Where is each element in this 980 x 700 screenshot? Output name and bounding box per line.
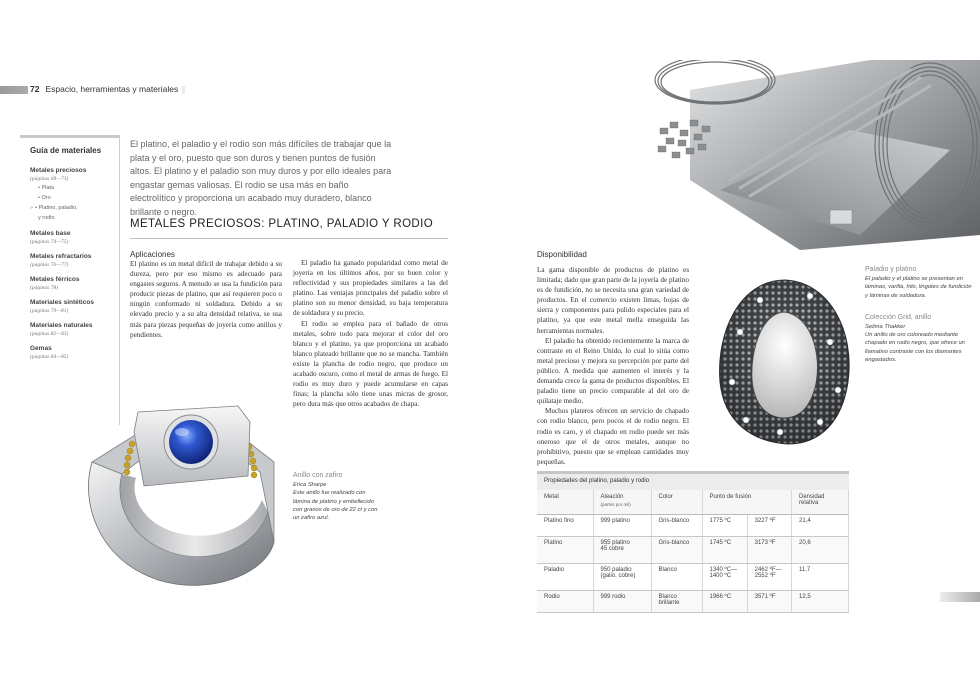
cell-alloy-line2: (galio, cobre) — [600, 572, 636, 579]
sidebar-item-pages: (páginas 76—77) — [30, 262, 69, 268]
paragraph: El platino es un metal difícil de trabajar debido a su dureza, pero por eso mismo es adecuado para engastes seguros. A menudo se usa la fundición para producir piezas de platino, que así requieren poco o ningún conformado ni soldadura. Debido a su elevado precio y a su alta densidad relativa, se usa más para piezas pequeñas de joyería como anillos y pendientes. — [130, 260, 282, 339]
paragraph: El rodio se emplea para el bañado de otros metales, sobre todo para mejorar el color del oro blanco y el platino, ya que proporciona un acabado blanco plateado brillante que no se mancha. También existe la plancha de rodio negro, que produce un acabado oscuro, como el metal de armas de fuego. El rodio es muy duro y puede acumularse en capas finas; la plancha sólo tiene unas micras de grosor, pero dura más que otros acabados de chapa. — [293, 319, 448, 409]
grid-ring-caption — [865, 314, 975, 364]
applications-text — [130, 259, 282, 340]
page-number: 72 — [30, 84, 40, 94]
table-header-row — [537, 490, 849, 514]
sidebar-item-title: Metales férricos — [30, 276, 80, 283]
cell-alloy — [593, 563, 651, 590]
sidebar-item-ferrous-metals[interactable] — [30, 276, 119, 292]
availability-text — [537, 265, 689, 467]
cell-melting-c: 1775 ºC — [702, 514, 747, 536]
cell-melting-c: 1966 ºC — [702, 590, 747, 612]
sidebar-item-title: Metales base — [30, 230, 71, 237]
cell-melting-f: 2462 ºF—2552 ºF — [747, 563, 791, 590]
col-header-label: Aleación — [600, 494, 624, 500]
col-header-sub: (partes por mil) — [600, 502, 631, 507]
sidebar-sub-silver[interactable]: • Plata — [38, 185, 54, 191]
cell-density: 12,5 — [792, 590, 849, 612]
sidebar-sub-label: • Platino, paladio, — [35, 205, 78, 211]
sidebar-heading: Guía de materiales — [30, 146, 102, 155]
cell-alloy: 999 rodio — [593, 590, 651, 612]
availability-heading: Disponibilidad — [537, 250, 587, 259]
footer-bar — [940, 592, 980, 602]
cell-color: Gris-blanco — [651, 514, 702, 536]
photo-captions — [865, 266, 975, 364]
sidebar-item-pages: (páginas 74—75) — [30, 239, 69, 245]
sidebar-item-pages: (páginas 78) — [30, 285, 58, 291]
cell-alloy-line1: 950 paladio — [600, 566, 632, 573]
palladium-caption — [865, 266, 975, 300]
section-heading: METALES PRECIOSOS: PLATINO, PALADIO Y RODIO — [130, 218, 434, 230]
table-row — [537, 536, 849, 563]
cell-alloy-line2: 45 cobre — [600, 545, 624, 552]
cell-alloy: 999 platino — [593, 514, 651, 536]
cell-metal: Paladio — [537, 563, 593, 590]
paragraph: La gama disponible de productos de platino es limitada; dado que gran parte de la joyería de platino es de fundición, no se necesita una gran variedad de productos. En el comercio existen limas, hojas de sierra y componentes para pulido especiales para el platino, ya que este metal mella enseguida las herramientas normales. — [537, 266, 689, 335]
sidebar-sub-platinum[interactable] — [30, 203, 119, 213]
ring-caption — [293, 472, 383, 522]
sidebar-item-pages: (páginas 68—73) — [30, 176, 69, 182]
running-header — [28, 84, 182, 94]
grid-collection-ring-image — [710, 272, 860, 452]
cell-melting-c: 1340 ºC—1400 ºC — [702, 563, 747, 590]
intro-paragraph: El platino, el paladio y el rodio son más difíciles de trabajar que la plata y el oro, puesto que son duros y tienen puntos de fusión altos. El platino y el paladio son muy duros y por ello ideales para engastar gemas valiosas. El rodio se usa más en baño electrolítico y proporciona un acabado muy duradero, blanco brillante o negro. — [130, 139, 392, 217]
caption-title: Paladio y platino — [865, 266, 917, 273]
cell-color: Blanco — [651, 563, 702, 590]
caption-title: Anillo con zafiro — [293, 472, 343, 479]
table-row — [537, 590, 849, 612]
cell-color: Gris-blanco — [651, 536, 702, 563]
sidebar-item-title: Materiales naturales — [30, 322, 93, 329]
section-divider — [130, 238, 448, 239]
sidebar-item-pages: (páginas 82—83) — [30, 331, 69, 337]
cell-color: Blanco brillante — [651, 590, 702, 612]
cell-melting-f: 3571 ºF — [747, 590, 791, 612]
sapphire-ring-image — [78, 392, 293, 602]
cell-melting-f: 3173 ºF — [747, 536, 791, 563]
table-caption: Propiedades del platino, paladio y rodio — [544, 478, 650, 484]
sidebar-item-refractory-metals[interactable] — [30, 253, 119, 269]
sidebar-item-title: Materiales sintéticos — [30, 299, 94, 306]
sidebar-item-synthetic-materials[interactable] — [30, 299, 119, 315]
col-header-density: Densidad relativa — [792, 490, 849, 514]
sidebar-item-pages: (páginas 84—85) — [30, 354, 69, 360]
sidebar-item-title: Metales preciosos — [30, 167, 87, 174]
sidebar-item-pages: (páginas 79—81) — [30, 308, 69, 314]
cell-melting-c: 1745 ºC — [702, 536, 747, 563]
cell-density: 21,4 — [792, 514, 849, 536]
paragraph: El paladio ha obtenido recientemente la marca de contraste en el Reino Unido, lo cual lo sitúa como metal precioso y mejora su percepción por parte del público. A medida que aumenten el interés y la demanda crece la gama de productos disponibles. El paladio tiene un precio comparable al del oro de quilataje medio. — [537, 336, 689, 406]
col-header-alloy — [593, 490, 651, 514]
current-arrow-icon: » — [30, 205, 34, 211]
table-row — [537, 514, 849, 536]
applications-heading: Aplicaciones — [130, 250, 175, 259]
table-row — [537, 563, 849, 590]
properties-table-box — [537, 471, 849, 604]
cell-density: 20,6 — [792, 536, 849, 563]
sidebar-sub-platinum-cont: y rodio — [38, 215, 55, 221]
caption-author: Selima Thakker — [865, 323, 906, 330]
sidebar-item-title: Metales refractarios — [30, 253, 92, 260]
caption-text: Este anillo fue realizado con lámina de platino y embellecido con granos de oro de 22 ct y con un zafiro azul. — [293, 490, 378, 522]
sidebar-item-precious-metals[interactable] — [30, 167, 119, 223]
cell-alloy — [593, 536, 651, 563]
caption-author: Erica Sharpe — [293, 482, 327, 488]
cell-metal: Rodio — [537, 590, 593, 612]
col-header-metal: Metal — [537, 490, 593, 514]
col-header-melting: Punto de fusión — [702, 490, 792, 514]
palladium-platinum-photo — [650, 60, 980, 255]
sidebar-item-natural-materials[interactable] — [30, 322, 119, 338]
properties-table — [537, 490, 849, 613]
cell-density: 11,7 — [792, 563, 849, 590]
sidebar-item-title: Gemas — [30, 345, 52, 352]
sidebar-sub-gold[interactable]: • Oro — [38, 195, 51, 201]
applications-column-2 — [293, 258, 448, 409]
materials-guide-sidebar — [20, 135, 120, 425]
cell-metal: Platino fino — [537, 514, 593, 536]
caption-text: Un anillo de oro coloreado mediante chapado en rodio negro, que ofrece un llamativo contraste con los diamantes engastados. — [865, 332, 965, 364]
cell-melting-f: 3227 ºF — [747, 514, 791, 536]
paragraph: Muchos plateros ofrecen un servicio de chapado con rodio blanco, pero pocos el de rodio negro. El rodio es caro, y el chapado en rodio puede ser más oneroso que el de otros metales, aunque no prohibitivo, puesto que se emplean cantidades muy pequeñas. — [537, 407, 689, 466]
col-header-color: Color — [651, 490, 702, 514]
cell-metal: Platino — [537, 536, 593, 563]
sidebar-item-gems[interactable] — [30, 345, 119, 361]
availability-column — [537, 250, 689, 467]
section-title: Espacio, herramientas y materiales — [45, 84, 179, 94]
cell-alloy-line1: 955 platino — [600, 539, 630, 546]
caption-title: Colección Grid, anillo — [865, 313, 932, 321]
caption-text: El paladio y el platino se presentan en láminas, varilla, hilo, lingotes de fundición y láminas de soldadura. — [865, 276, 972, 299]
sidebar-item-base-metals[interactable] — [30, 230, 119, 246]
applications-column — [130, 250, 282, 340]
paragraph: El paladio ha ganado popularidad como metal de joyería en los últimos años, por su buen color y reflectividad y sus propiedades similares a las del platino. Las ventajas principales del paladio sobre el platino son su menor densidad, su baja temperatura de soldadura y su precio. — [293, 259, 448, 318]
